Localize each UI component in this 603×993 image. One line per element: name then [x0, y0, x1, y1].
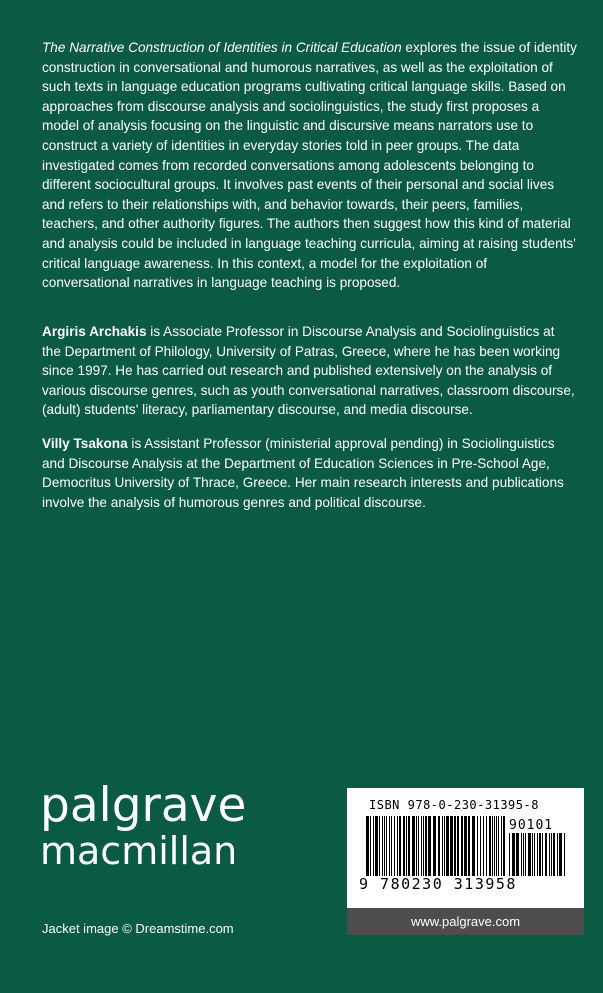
barcode-bar	[549, 833, 550, 876]
barcode-bar	[537, 833, 538, 876]
barcode-bar	[551, 833, 552, 876]
barcode-bar	[534, 833, 535, 876]
price-code: 90101	[509, 818, 554, 833]
barcode-bar	[425, 816, 427, 876]
barcode-bar	[523, 833, 524, 876]
barcode-bar	[433, 816, 436, 876]
barcode-bar	[399, 816, 401, 876]
barcode-bar	[557, 833, 558, 876]
publisher-url: www.palgrave.com	[410, 914, 521, 929]
barcode-bar	[391, 816, 392, 876]
barcode-bar	[564, 833, 565, 876]
ean-barcode	[366, 816, 506, 876]
barcode-bar	[480, 816, 481, 876]
barcode-bar	[559, 833, 562, 876]
barcode-bar	[545, 833, 547, 876]
barcode-bar	[503, 816, 505, 876]
barcode-bar	[553, 833, 555, 876]
barcode-bar	[492, 816, 493, 876]
blurb-paragraph	[42, 38, 577, 293]
author-bio-text: is Associate Professor in Discourse Analysis and Sociolinguistics at the Department of Philology, University of Patras, Greece, where he has been working since 1997. He has carried out research and published extensively on the analysis of various discourse genres, such as youth conversational narratives, classroom discourse, (adult) students' literacy, parliamentary discourse, and media discourse.	[42, 324, 575, 418]
barcode-bar	[539, 833, 541, 876]
barcode-bar	[516, 833, 519, 876]
author-name: Villy Tsakona	[42, 436, 128, 451]
book-title: The Narrative Construction of Identities in Critical Education	[42, 40, 402, 55]
barcode-bar	[525, 833, 526, 876]
publisher-url-bar	[347, 908, 584, 935]
barcode-bar	[512, 833, 515, 876]
barcode-bar	[438, 816, 440, 876]
publisher-logo-line1: palgrave	[40, 778, 247, 833]
barcode-bar	[498, 816, 499, 876]
blurb-text: explores the issue of identity construction in conversational and humorous narratives, as well as the exploitation of such texts in language education programs cultivating critical language skills. Based on approaches from discourse analysis and sociolinguistics, the study first proposes a model of analysis focusing on the linguistic and discursive means narrators use to construct a variety of identities in everyday stories told in peer groups. The data investigated comes from recorded conversations among adolescents belonging to different sociocultural groups. It involves past events of their personal and social lives and refers to their relationships with, and behavior towards, their peers, families, teachers, and other authority figures. The authors then suggest how this kind of material and analysis could be included in language teaching curricula, aiming at raising students' critical language awareness. In this context, a model for the exploitation of conversational narratives in language teaching is proposed.	[42, 40, 577, 291]
author-bio-tsakona	[42, 434, 577, 512]
barcode-bar	[532, 833, 533, 876]
barcode-bar	[394, 816, 395, 876]
barcode-bar	[421, 816, 422, 876]
author-bio-archakis	[42, 322, 577, 420]
barcode-bar	[423, 816, 424, 876]
barcode-bar	[477, 816, 478, 876]
barcode-bar	[406, 816, 407, 876]
author-bio-text: is Assistant Professor (ministerial approval pending) in Sociolinguistics and Discourse Analysis at the Department of Education Sciences in Pre-School Age, Democritus University of Thrace, Greece. Her main research interests and publications involve the analysis of humorous genres and political discourse.	[42, 436, 564, 510]
barcode-bar	[408, 816, 410, 876]
publisher-logo-line2: macmillan	[40, 829, 238, 873]
barcode-bar	[444, 816, 445, 876]
barcode-bar	[489, 816, 491, 876]
barcode-bar	[542, 833, 543, 876]
barcode-bar	[483, 816, 484, 876]
barcode-bar	[403, 816, 405, 876]
barcode-bar	[454, 816, 456, 876]
barcode-bar	[450, 816, 453, 876]
barcode-bar	[384, 816, 385, 876]
barcode-bar	[501, 816, 502, 876]
barcode-bar	[461, 816, 463, 876]
barcode-bar	[464, 816, 467, 876]
barcode-bar	[389, 816, 390, 876]
barcode-bar	[457, 816, 459, 876]
barcode-bar	[428, 816, 431, 876]
barcode-bar	[416, 816, 417, 876]
barcode-bar	[375, 816, 378, 876]
barcode-bar	[418, 816, 419, 876]
barcode-bar	[494, 816, 495, 876]
barcode-bar	[382, 816, 383, 876]
barcode-bar	[509, 833, 510, 876]
barcode-bar	[379, 816, 380, 876]
barcode-bar	[446, 816, 449, 876]
barcode-box	[347, 788, 584, 908]
barcode-bar	[412, 816, 415, 876]
barcode-bar	[442, 816, 443, 876]
barcode-bar	[386, 816, 387, 876]
barcode-bar	[397, 816, 398, 876]
barcode-bar	[496, 816, 497, 876]
barcode-bar	[521, 833, 522, 876]
jacket-image-credit: Jacket image © Dreamstime.com	[42, 921, 234, 936]
barcode-bar	[528, 833, 531, 876]
barcode-bar	[472, 816, 475, 876]
barcode-bar	[370, 816, 371, 876]
author-name: Argiris Archakis	[42, 324, 147, 339]
barcode-bar	[468, 816, 470, 876]
publisher-logo	[40, 780, 246, 872]
barcode-bar	[366, 816, 369, 876]
barcode-bar	[486, 816, 487, 876]
addon-barcode	[509, 833, 569, 876]
barcode-bar	[373, 816, 374, 876]
barcode-digits: 9 780230 313958	[359, 875, 517, 893]
isbn-label: ISBN 978-0-230-31395-8	[369, 798, 539, 812]
